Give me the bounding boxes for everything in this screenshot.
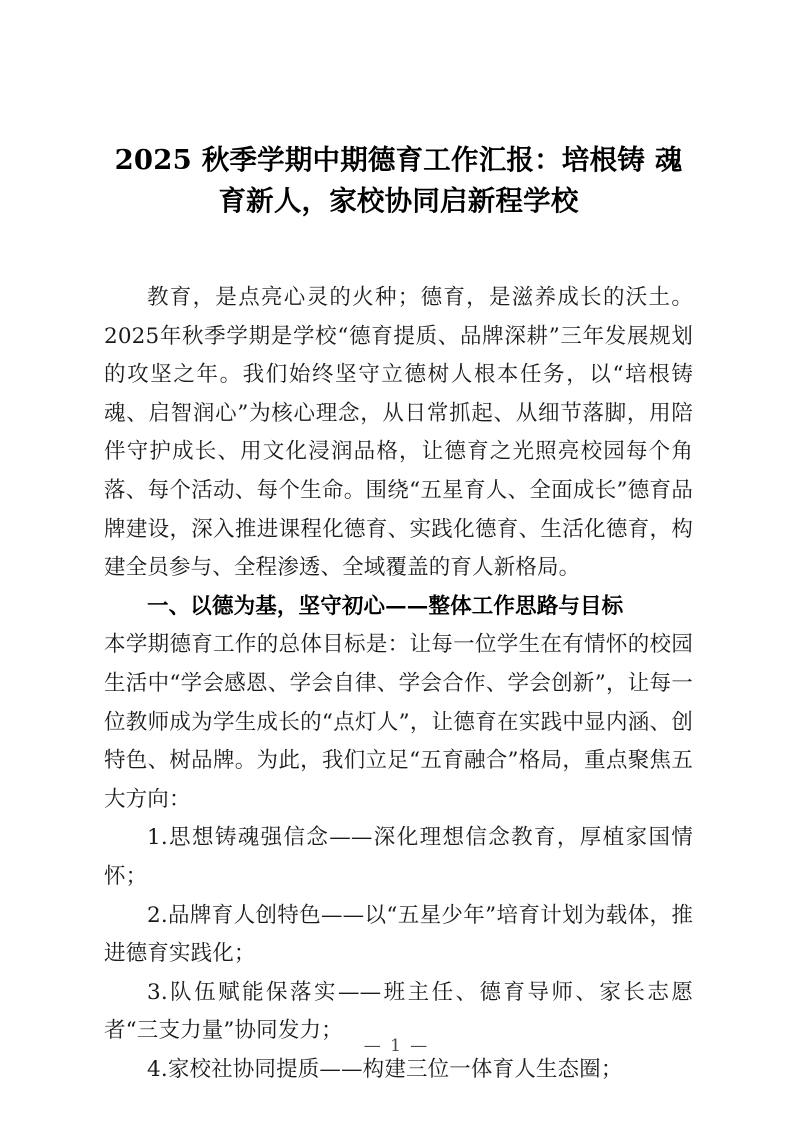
list-item: 3.队伍赋能保落实——班主任、德育导师、家长志愿者“三支力量”协同发力； xyxy=(104,979,693,1044)
list-item: 1.思想铸魂强信念——深化理想信念教育，厚植家国情怀； xyxy=(104,825,693,889)
section-heading-1: 一、以德为基，坚守初心——整体工作思路与目标 xyxy=(147,593,624,619)
page-number-footer: — 1 — xyxy=(363,1036,430,1056)
page-title-line-1: 2025 秋季学期中期德育工作汇报：培根铸 xyxy=(114,144,645,176)
document-content xyxy=(104,140,693,1089)
page-title-line-2: 魂育新人，家校协同启新程学校 xyxy=(218,144,683,217)
title-body-spacer xyxy=(104,222,693,279)
intro-paragraph: 教育，是点亮心灵的火种；德育，是滋养成长的沃土。2025年秋季学期是学校“德育提质、品牌深耕”三年发展规划的攻坚之年。我们始终坚守立德树人根本任务，以“培根铸魂、启智润心”为核心理念，从日常抓起、从细节落脚，用陪伴守护成长、用文化浸润品格，让德育之光照亮校园每个角落、每个活动、每个生命。围绕“五星育人、全面成长”德育品牌建设，深入推进课程化德育、实践化德育、生活化德育，构建全员参与、全程渗透、全域覆盖的育人新格局。 xyxy=(104,285,693,581)
page-title xyxy=(104,140,693,222)
list-item: 2.品牌育人创特色——以“五星少年”培育计划为载体，推进德育实践化； xyxy=(104,902,693,967)
section-1-body-paragraph: 本学期德育工作的总体目标是：让每一位学生在有情怀的校园生活中“学会感恩、学会自律、学会合作、学会创新”，让每一位教师成为学生成长的“点灯人”，让德育在实践中显内涵、创特色、树品牌。为此，我们立足“五育融合”格局，重点聚焦五大方向： xyxy=(104,632,693,812)
list-item: 4.家校社协同提质——构建三位一体育人生态圈； xyxy=(147,1056,623,1082)
